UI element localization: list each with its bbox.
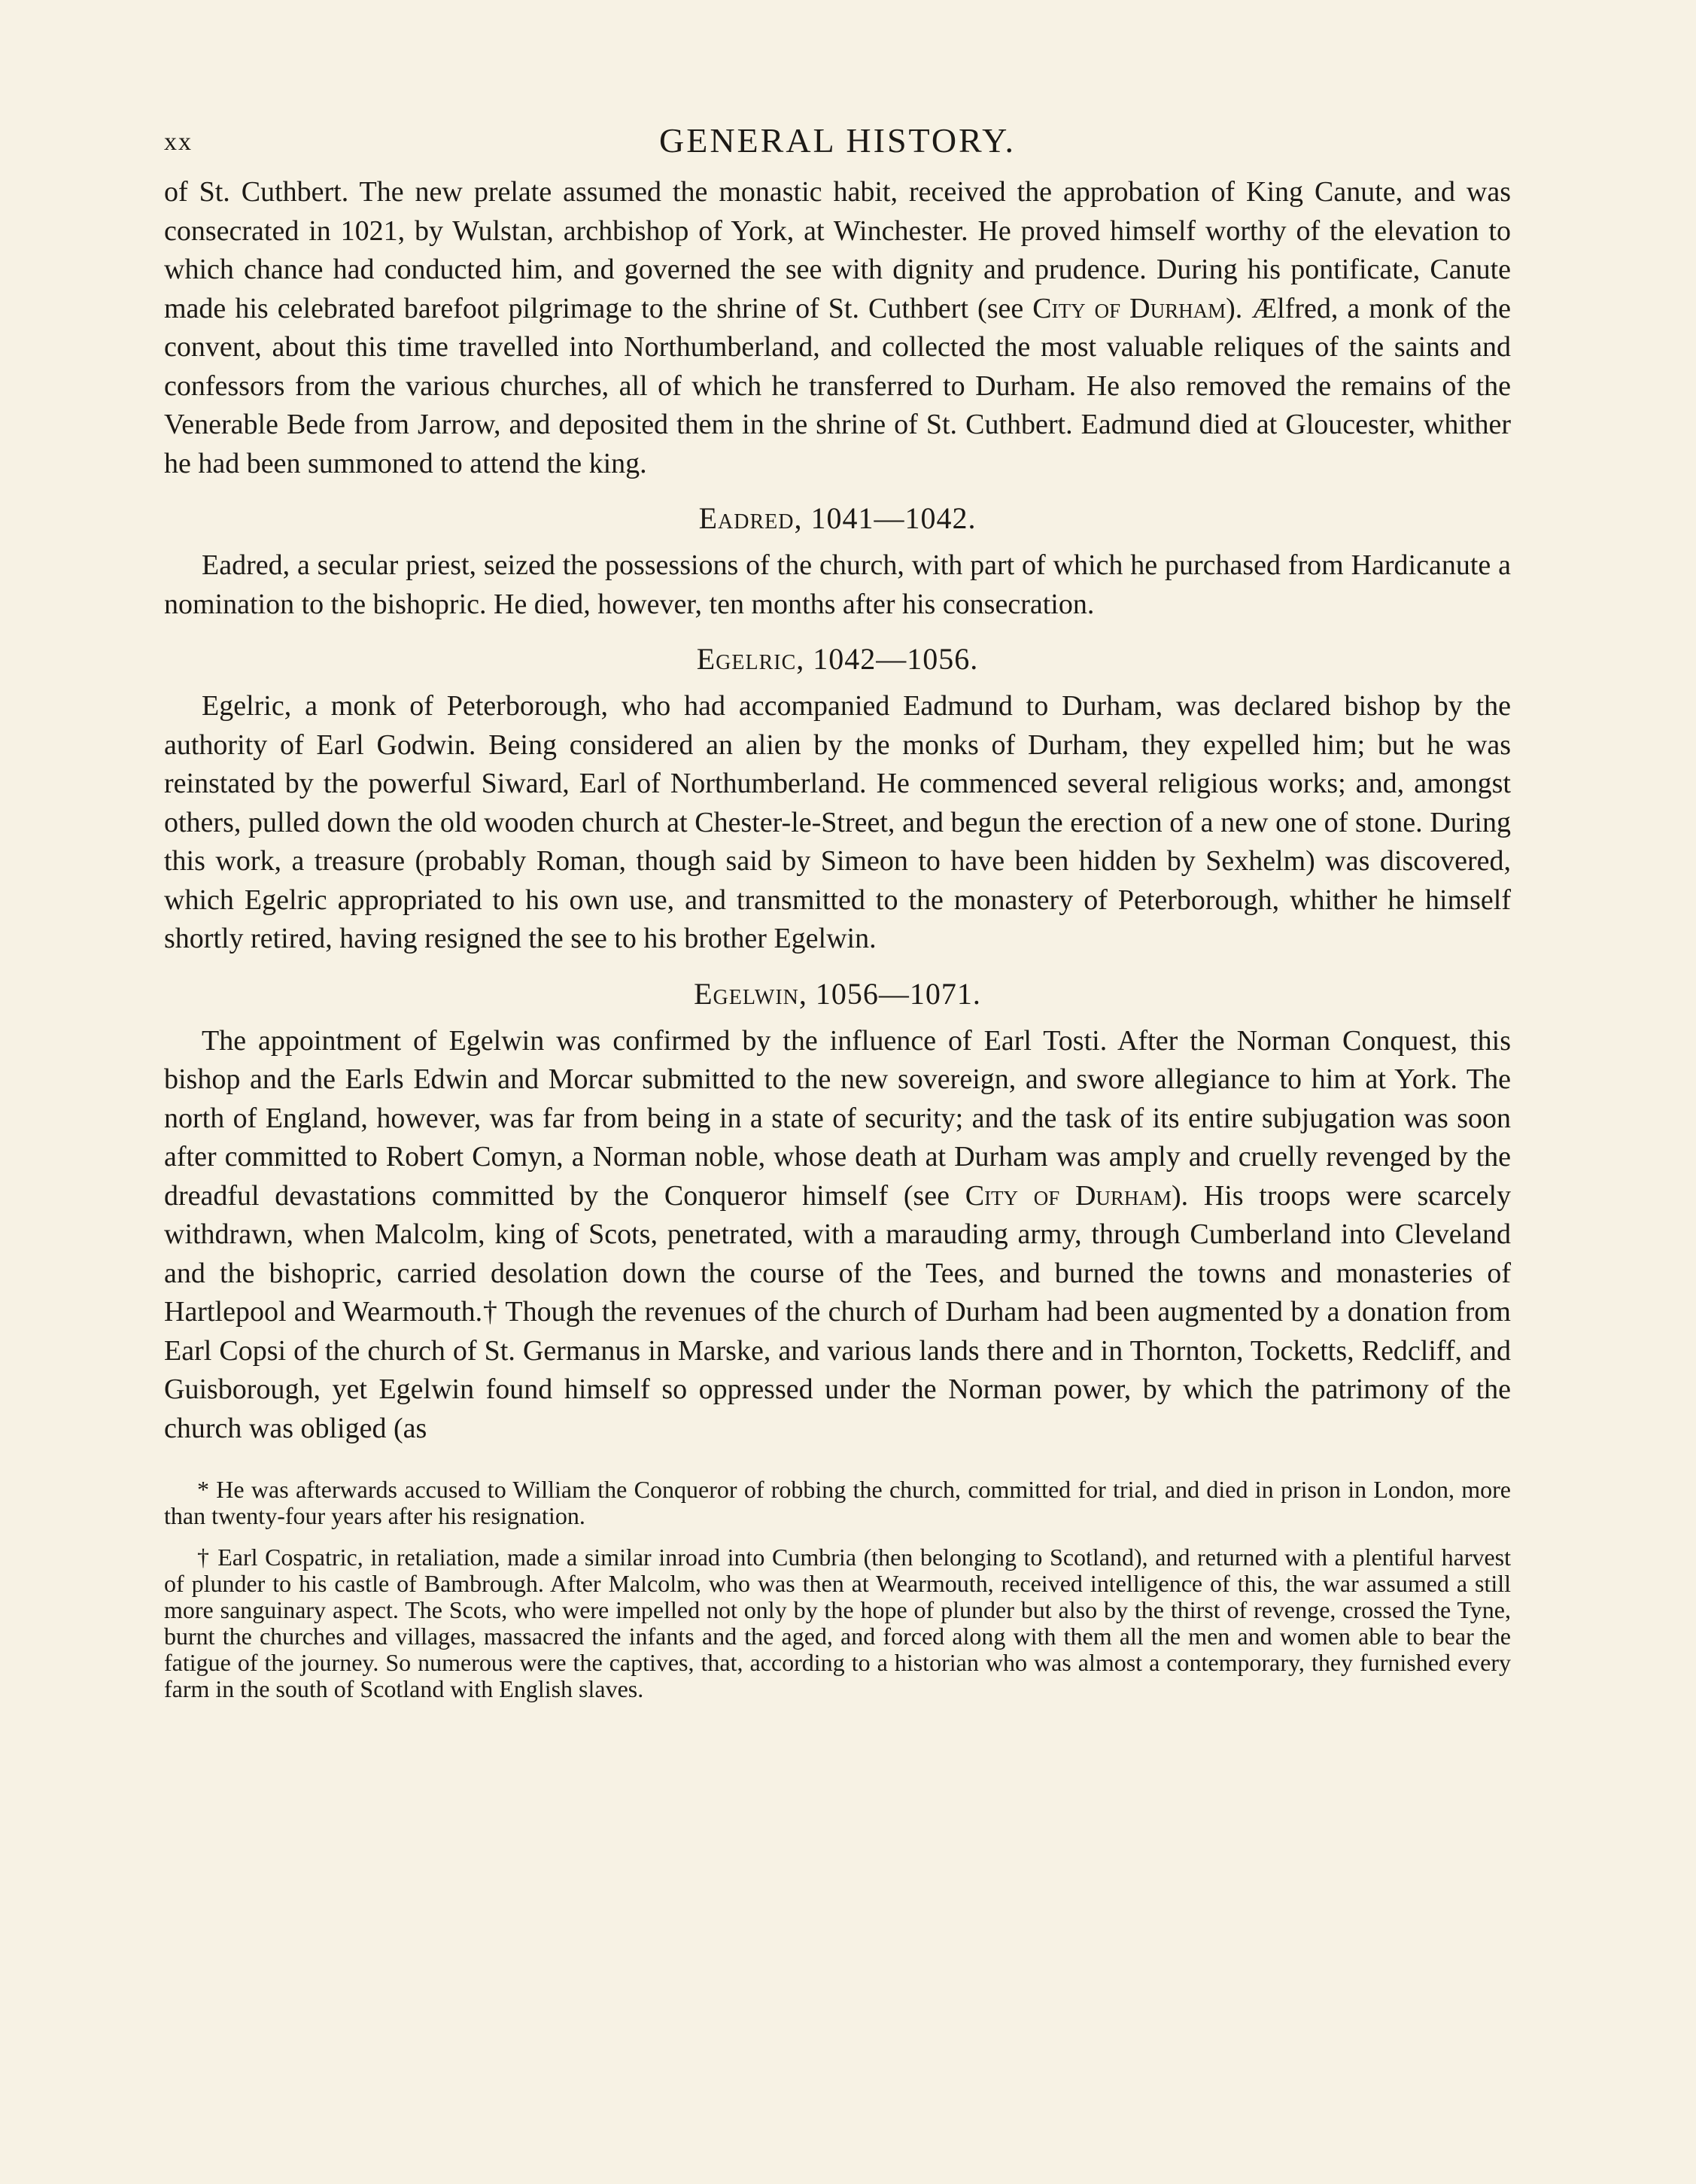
running-header [164,120,1511,173]
footnote-2: † Earl Cospatric, in retaliation, made a similar inroad into Cumbria (then belonging to Scotland), and returned with a plentiful harvest of plunder to his castle of Bambrough. After Malcolm, who was then at Wearmouth, received intelligence of this, the war assumed a still more sanguinary aspect. The Scots, who were impelled not only by the hope of plunder but also by the thirst of revenge, crossed the Tyne, burnt the churches and villages, massacred the infants and the aged, and forced along with them all the men and women able to bear the fatigue of the journey. So numerous were the captives, that, according to a historian who was almost a contemporary, they furnished every farm in the south of Scotland with English slaves. [164,1544,1511,1702]
footnote-1: * He was afterwards accused to William the Conqueror of robbing the church, committed for trial, and died in prison in London, more than twenty-four years after his resignation. [164,1476,1511,1529]
page-title: GENERAL HISTORY. [659,121,1016,160]
section-heading-eadred [164,500,1511,537]
page-number: xx [164,128,193,156]
cross-reference: City of Durham [965,1179,1172,1212]
egelwin-text-part1: The appointment of Egelwin was confirmed by the influence of Earl Tosti. After the Norman Conquest, this bishop and the Earls Edwin and Morcar submitted to the new sovereign, and swore allegiance to him at York. The north of England, however, was far from being in a state of security; and the task of its entire subjugation was soon after committed to Robert Comyn, a Norman noble, whose death at Durham was amply and cruelly revenged by the dreadful devastations committed by the Conqueror himself (see [164,1024,1511,1212]
egelwin-text-part2: ). His troops were scarcely withdrawn, when Malcolm, king of Scots, penetrated, with a marauding army, through Cumberland into Cleveland and the bishopric, carried desolation down the course of the Tees, and burned the towns and monasteries of Hartlepool and Wearmouth.† Though the revenues of the church of Durham had been augmented by a donation from Earl Copsi of the church of St. Germanus in Marske, and various lands there and in Thornton, Tocketts, Redcliff, and Guisborough, yet Egelwin found himself so oppressed under the Norman power, by which the patrimony of the church was obliged (as [164,1179,1511,1444]
section-text-egelric: Egelric, a monk of Peterborough, who had accompanied Eadmund to Durham, was declared bishop by the authority of Earl Godwin. Being considered an alien by the monks of Durham, they expelled him; but he was reinstated by the powerful Siward, Earl of Northumberland. He commenced several religious works; and, amongst others, pulled down the old wooden church at Chester-le-Street, and begun the erection of a new one of stone. During this work, a treasure (probably Roman, though said by Simeon to have been hidden by Sexhelm) was discovered, which Egelric appropriated to his own use, and transmitted to the monastery of Peterborough, whither he himself shortly retired, having resigned the see to his brother Egelwin. [164,690,1511,954]
section-heading-egelwin [164,975,1511,1013]
bishop-name: Egelric, [696,642,805,676]
bishop-dates: 1042—1056. [813,642,979,676]
section-text-egelwin [164,1022,1511,1449]
footnotes [164,1477,1511,1702]
bishop-name: Egelwin, [694,976,807,1011]
bishop-name: Eadred, [698,501,803,535]
cross-reference: City of Durham [1032,292,1226,324]
intro-paragraph [164,173,1511,483]
intro-text-part1: of St. Cuthbert. The new prelate assumed the monastic habit, received the approbation of King Canute, and was consecrated in 1021, by Wulstan, archbishop of York, at Winchester. He proved himself worthy of the elevation to which chance had conducted him, and governed the see with dignity and prudence. During his pontificate, Canute made his celebrated barefoot pilgrimage to the shrine of St. Cuthbert (see [164,176,1511,324]
intro-text-part2: ). Ælfred, a monk of the convent, about this time travelled into Northumberland, and collected the most valuable reliques of the saints and confessors from the various churches, all of which he transferred to Durham. He also removed the remains of the Venerable Bede from Jarrow, and deposited them in the shrine of St. Cuthbert. Eadmund died at Gloucester, whither he had been summoned to attend the king. [164,292,1511,479]
section-heading-egelric [164,640,1511,678]
book-page [164,120,1511,1702]
bishop-dates: 1056—1071. [815,976,981,1011]
section-text-eadred: Eadred, a secular priest, seized the possessions of the church, with part of which he purchased from Hardicanute a nomination to the bishopric. He died, however, ten months after his consecration. [164,549,1511,620]
bishop-dates: 1041—1042. [810,501,977,535]
